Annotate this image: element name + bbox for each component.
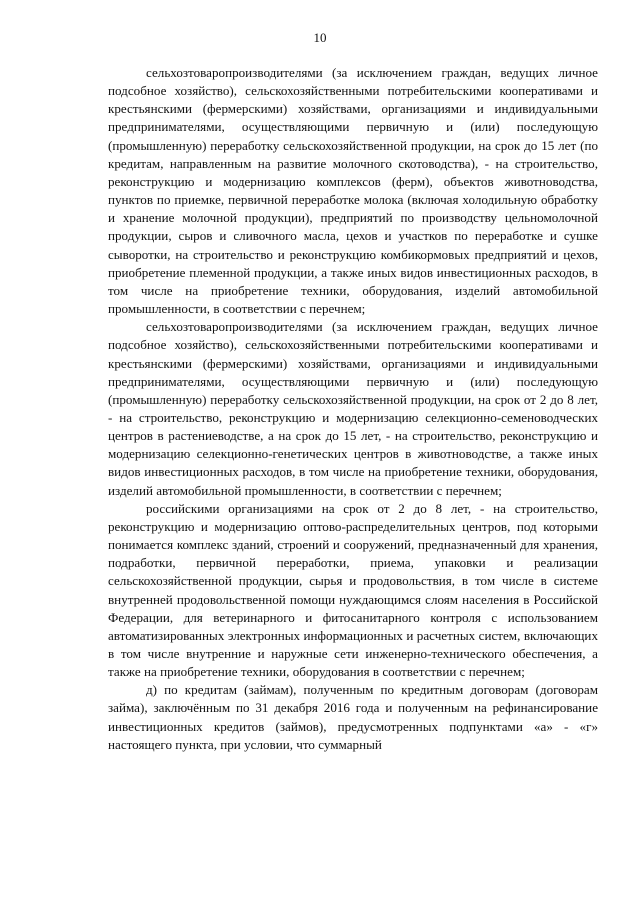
page-number: 10 <box>313 30 327 45</box>
paragraph-wholesale-centers: российскими организациями на срок от 2 до 8 лет, - на строительство, реконструкцию и модернизацию оптово-распределительных центров, под которыми понимается комплекс зданий, строений и сооружений, предназначенный для хранения, подработки, первичной переработки, приема, упаковки и реализации сельскохозяйственной продукции, сырья и продовольствия, в том числе в системе внутренней продовольственной помощи нуждающимся слоям населения в Российской Федерации, для ветеринарного и фитосанитарного контроля с использованием автоматизированных электронных информационных и расчетных систем, включающих в том числе внутренние и наружные сети инженерно-технического обеспечения, а также на приобретение техники, оборудования в соответствии с перечнем; <box>108 500 598 680</box>
document-body <box>108 64 598 754</box>
paragraph-refinancing: д) по кредитам (займам), полученным по кредитным договорам (договорам займа), заключённым по 31 декабря 2016 года и полученным на рефинансирование инвестиционных кредитов (займов), предусмотренных подпунктами «а» - «г» настоящего пункта, при условии, что суммарный <box>108 682 598 752</box>
paragraph-dairy-credits: сельхозтоваропроизводителями (за исключением граждан, ведущих личное подсобное хозяйство), сельскохозяйственными потребительскими кооперативами и крестьянскими (фермерскими) хозяйствами, организациями и индивидуальными предпринимателями, осуществляющими первичную и (или) последующую (промышленную) переработку сельскохозяйственной продукции, на срок до 15 лет (по кредитам, направленным на развитие молочного скотоводства), - на строительство, реконструкцию и модернизацию комплексов (ферм), объектов животноводства, пунктов по приемке, первичной переработке молока (включая холодильную обработку и хранение молочной продукции), предприятий по производству цельномолочной продукции, сыров и сливочного масла, цехов и участков по переработке и сушке сыворотки, на строительство и реконструкцию комбикормовых предприятий и цехов, приобретение племенной продукции, а также иных видов инвестиционных расходов, в том числе на приобретение техники, оборудования, изделий автомобильной промышленности, в соответствии с перечнем; <box>108 65 598 317</box>
paragraph-selection-centers: сельхозтоваропроизводителями (за исключением граждан, ведущих личное подсобное хозяйство), сельскохозяйственными потребительскими кооперативами и крестьянскими (фермерскими) хозяйствами, организациями и индивидуальными предпринимателями, осуществляющими первичную и (или) последующую (промышленную) переработку сельскохозяйственной продукции, на срок от 2 до 8 лет, - на строительство, реконструкцию и модернизацию селекционно-семеноводческих центров в растениеводстве, а на срок до 15 лет, - на строительство, реконструкцию и модернизацию селекционно-генетических центров в животноводстве, а также иных видов инвестиционных расходов, в том числе на приобретение техники, оборудования, изделий автомобильной промышленности, в соответствии с перечнем; <box>108 319 598 498</box>
